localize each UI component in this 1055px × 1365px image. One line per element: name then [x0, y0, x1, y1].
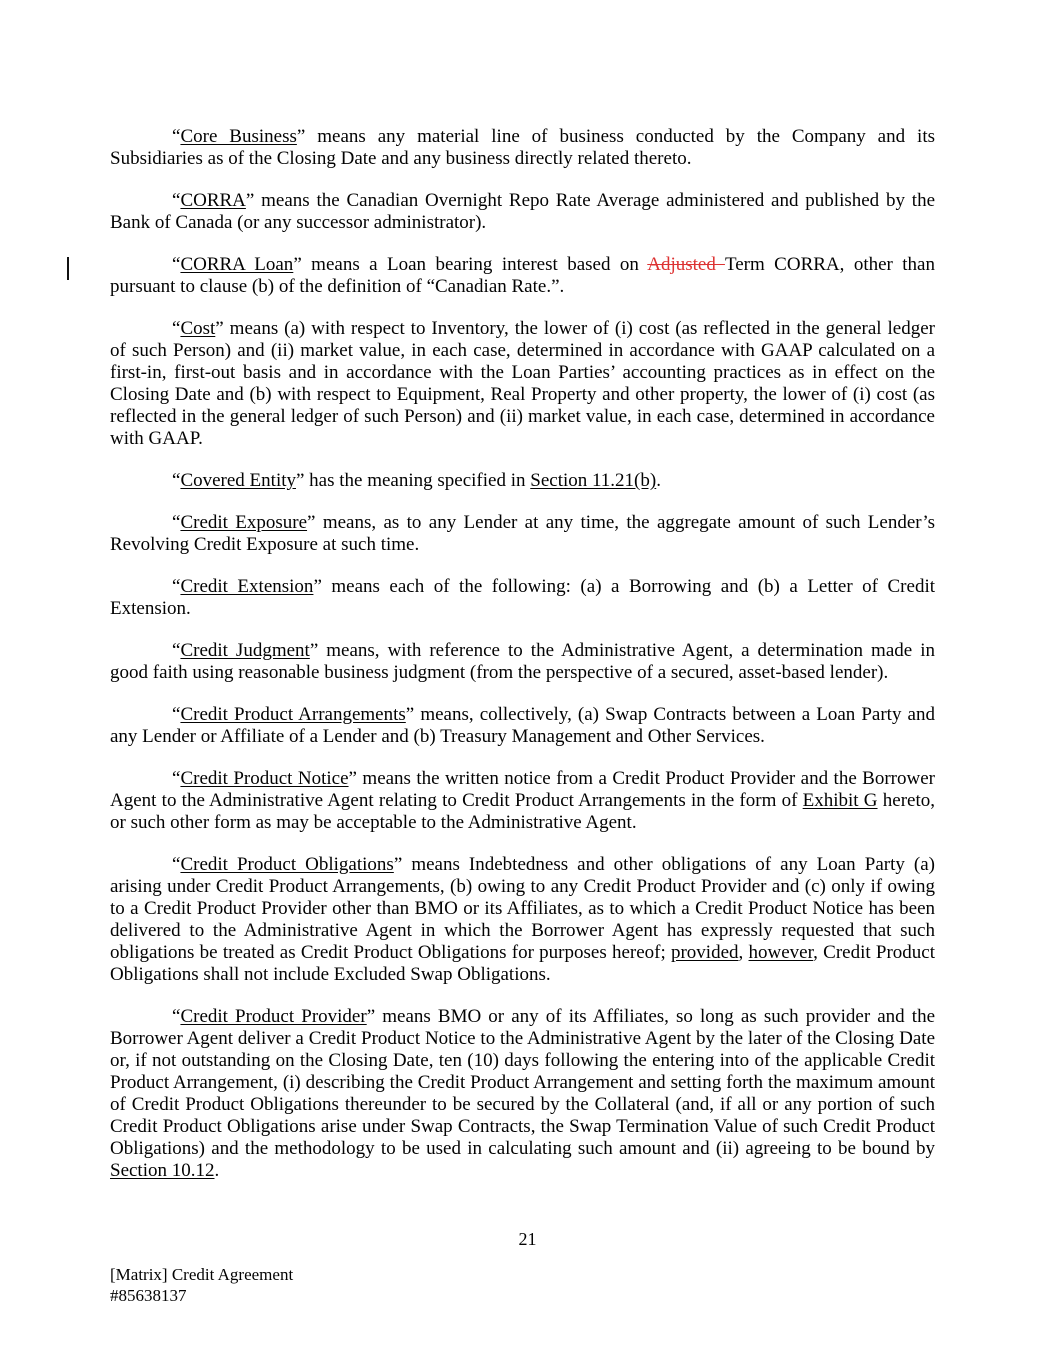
defined-term: however: [748, 942, 814, 963]
defined-term: Credit Product Arrangements: [180, 704, 406, 725]
defined-term: provided: [670, 942, 739, 963]
text-segment: “: [172, 1006, 181, 1027]
text-segment: ” means a Loan bearing interest based on: [293, 254, 648, 275]
text-segment: ” means each of the following: (a) a Borrowing and (b) a Letter of Credit Extension.: [110, 576, 935, 619]
text-segment: ,: [738, 942, 749, 963]
text-segment: .: [214, 1160, 220, 1181]
page-number: 21: [518, 1229, 537, 1249]
text-segment: ” means the written notice from a Credit Product Provider and the Borrower Agent to the Administrative Agent relating to Credit Product Arrangements in the form of: [110, 768, 935, 811]
paragraph: [110, 512, 935, 556]
text-segment: , Credit Product Obligations shall not include Excluded Swap Obligations.: [110, 942, 935, 985]
text-segment: ” means, with reference to the Administrative Agent, a determination made in good faith using reasonable business judgment (from the perspective of a secured, asset-based lender).: [110, 640, 935, 683]
text-segment: “: [172, 854, 181, 875]
text-segment: “: [172, 190, 181, 211]
defined-term: Credit Judgment: [180, 640, 310, 661]
defined-term: CORRA: [180, 190, 246, 211]
defined-term: Section 10.12: [110, 1160, 215, 1181]
text-segment: “: [172, 254, 181, 275]
paragraph: [110, 576, 935, 620]
defined-term: Core Business: [180, 126, 297, 147]
paragraph: [110, 704, 935, 748]
text-segment: ” means, as to any Lender at any time, the aggregate amount of such Lender’s Revolving Credit Exposure at such time.: [110, 512, 935, 555]
defined-term: Credit Product Notice: [180, 768, 349, 789]
paragraph: [110, 470, 935, 492]
defined-term: Section 11.21(b): [530, 470, 657, 491]
defined-term: Covered Entity: [180, 470, 296, 491]
paragraph: [110, 318, 935, 450]
paragraph: [110, 854, 935, 986]
paragraph: [110, 768, 935, 834]
text-segment: “: [172, 126, 181, 147]
text-segment: “: [172, 640, 181, 661]
text-segment: “: [172, 704, 181, 725]
text-segment: ” means BMO or any of its Affiliates, so long as such provider and the Borrower Agent deliver a Credit Product Notice to the Administrative Agent by the later of the Closing Date or, if not outstanding on the Closing Date, ten (10) days following the entering into of the applicable Credit Product Arrangement, (i) describing the Credit Product Arrangement and setting forth the maximum amount of Credit Product Obligations thereunder to be secured by the Collateral (and, if all or any portion of such Credit Product Obligations arise under Swap Contracts, the Swap Termination Value of such Credit Product Obligations) and the methodology to be used in calculating such amount and (ii) agreeing to be bound by: [110, 1006, 936, 1159]
text-segment: “: [172, 512, 181, 533]
text-segment: ” means, collectively, (a) Swap Contracts between a Loan Party and any Lender or Affiliate of a Lender and (b) Treasury Management and Other Services.: [110, 704, 935, 747]
text-segment: .: [656, 470, 661, 491]
text-segment: “: [172, 470, 181, 491]
footer-line-document-id: #85638137: [110, 1286, 187, 1305]
text-segment: ” means the Canadian Overnight Repo Rate Average administered and published by the Bank of Canada (or any successor administrator).: [110, 190, 935, 233]
text-segment: ” means (a) with respect to Inventory, the lower of (i) cost (as reflected in the general ledger of such Person) and (ii) market value, in each case, determined in accordance with GAAP calculated on a first-in, first-out basis and in accordance with the Loan Parties’ accounting practices as in effect on the Closing Date and (b) with respect to Equipment, Real Property and other property, the lower of (i) cost (as reflected in the general ledger of such Person) and (ii) market value, in each case, determined in accordance with GAAP.: [110, 318, 935, 449]
footer: [110, 1264, 293, 1306]
text-segment: “: [172, 576, 181, 597]
paragraph: [110, 126, 935, 170]
text-segment: “: [172, 768, 181, 789]
defined-term: Credit Extension: [180, 576, 314, 597]
text-segment: hereto, or such other form as may be acceptable to the Administrative Agent.: [110, 790, 935, 833]
paragraph: [110, 1006, 935, 1182]
defined-term: Cost: [180, 318, 216, 339]
paragraph: [110, 254, 935, 298]
defined-term: CORRA Loan: [180, 254, 294, 275]
defined-term: Credit Exposure: [180, 512, 308, 533]
footer-line-document-title: [Matrix] Credit Agreement: [110, 1265, 294, 1284]
defined-term: Exhibit G: [802, 790, 878, 811]
defined-term: Credit Product Provider: [180, 1006, 367, 1027]
text-segment: ” means Indebtedness and other obligations of any Loan Party (a) arising under Credit Product Arrangements, (b) owing to any Credit Product Provider and (c) only if owing to a Credit Product Provider other than BMO or its Affiliates, as to which a Credit Product Notice has been delivered to the Administrative Agent in which the Borrower Agent has expressly requested that such obligations be treated as Credit Product Obligations for purposes hereof;: [110, 854, 935, 963]
revision-change-bar: [67, 257, 69, 280]
text-segment: ” has the meaning specified in: [296, 470, 531, 491]
text-segment: Term CORRA, other than pursuant to clause (b) of the definition of “Canadian Rate.”.: [110, 254, 935, 297]
text-segment: “: [172, 318, 181, 339]
defined-term: Credit Product Obligations: [180, 854, 394, 875]
paragraph: [110, 190, 935, 234]
paragraph: [110, 640, 935, 684]
deleted-text: Adjusted: [647, 254, 725, 275]
text-segment: ” means any material line of business conducted by the Company and its Subsidiaries as of the Closing Date and any business directly related thereto.: [110, 126, 936, 169]
document-body: [110, 126, 935, 1182]
